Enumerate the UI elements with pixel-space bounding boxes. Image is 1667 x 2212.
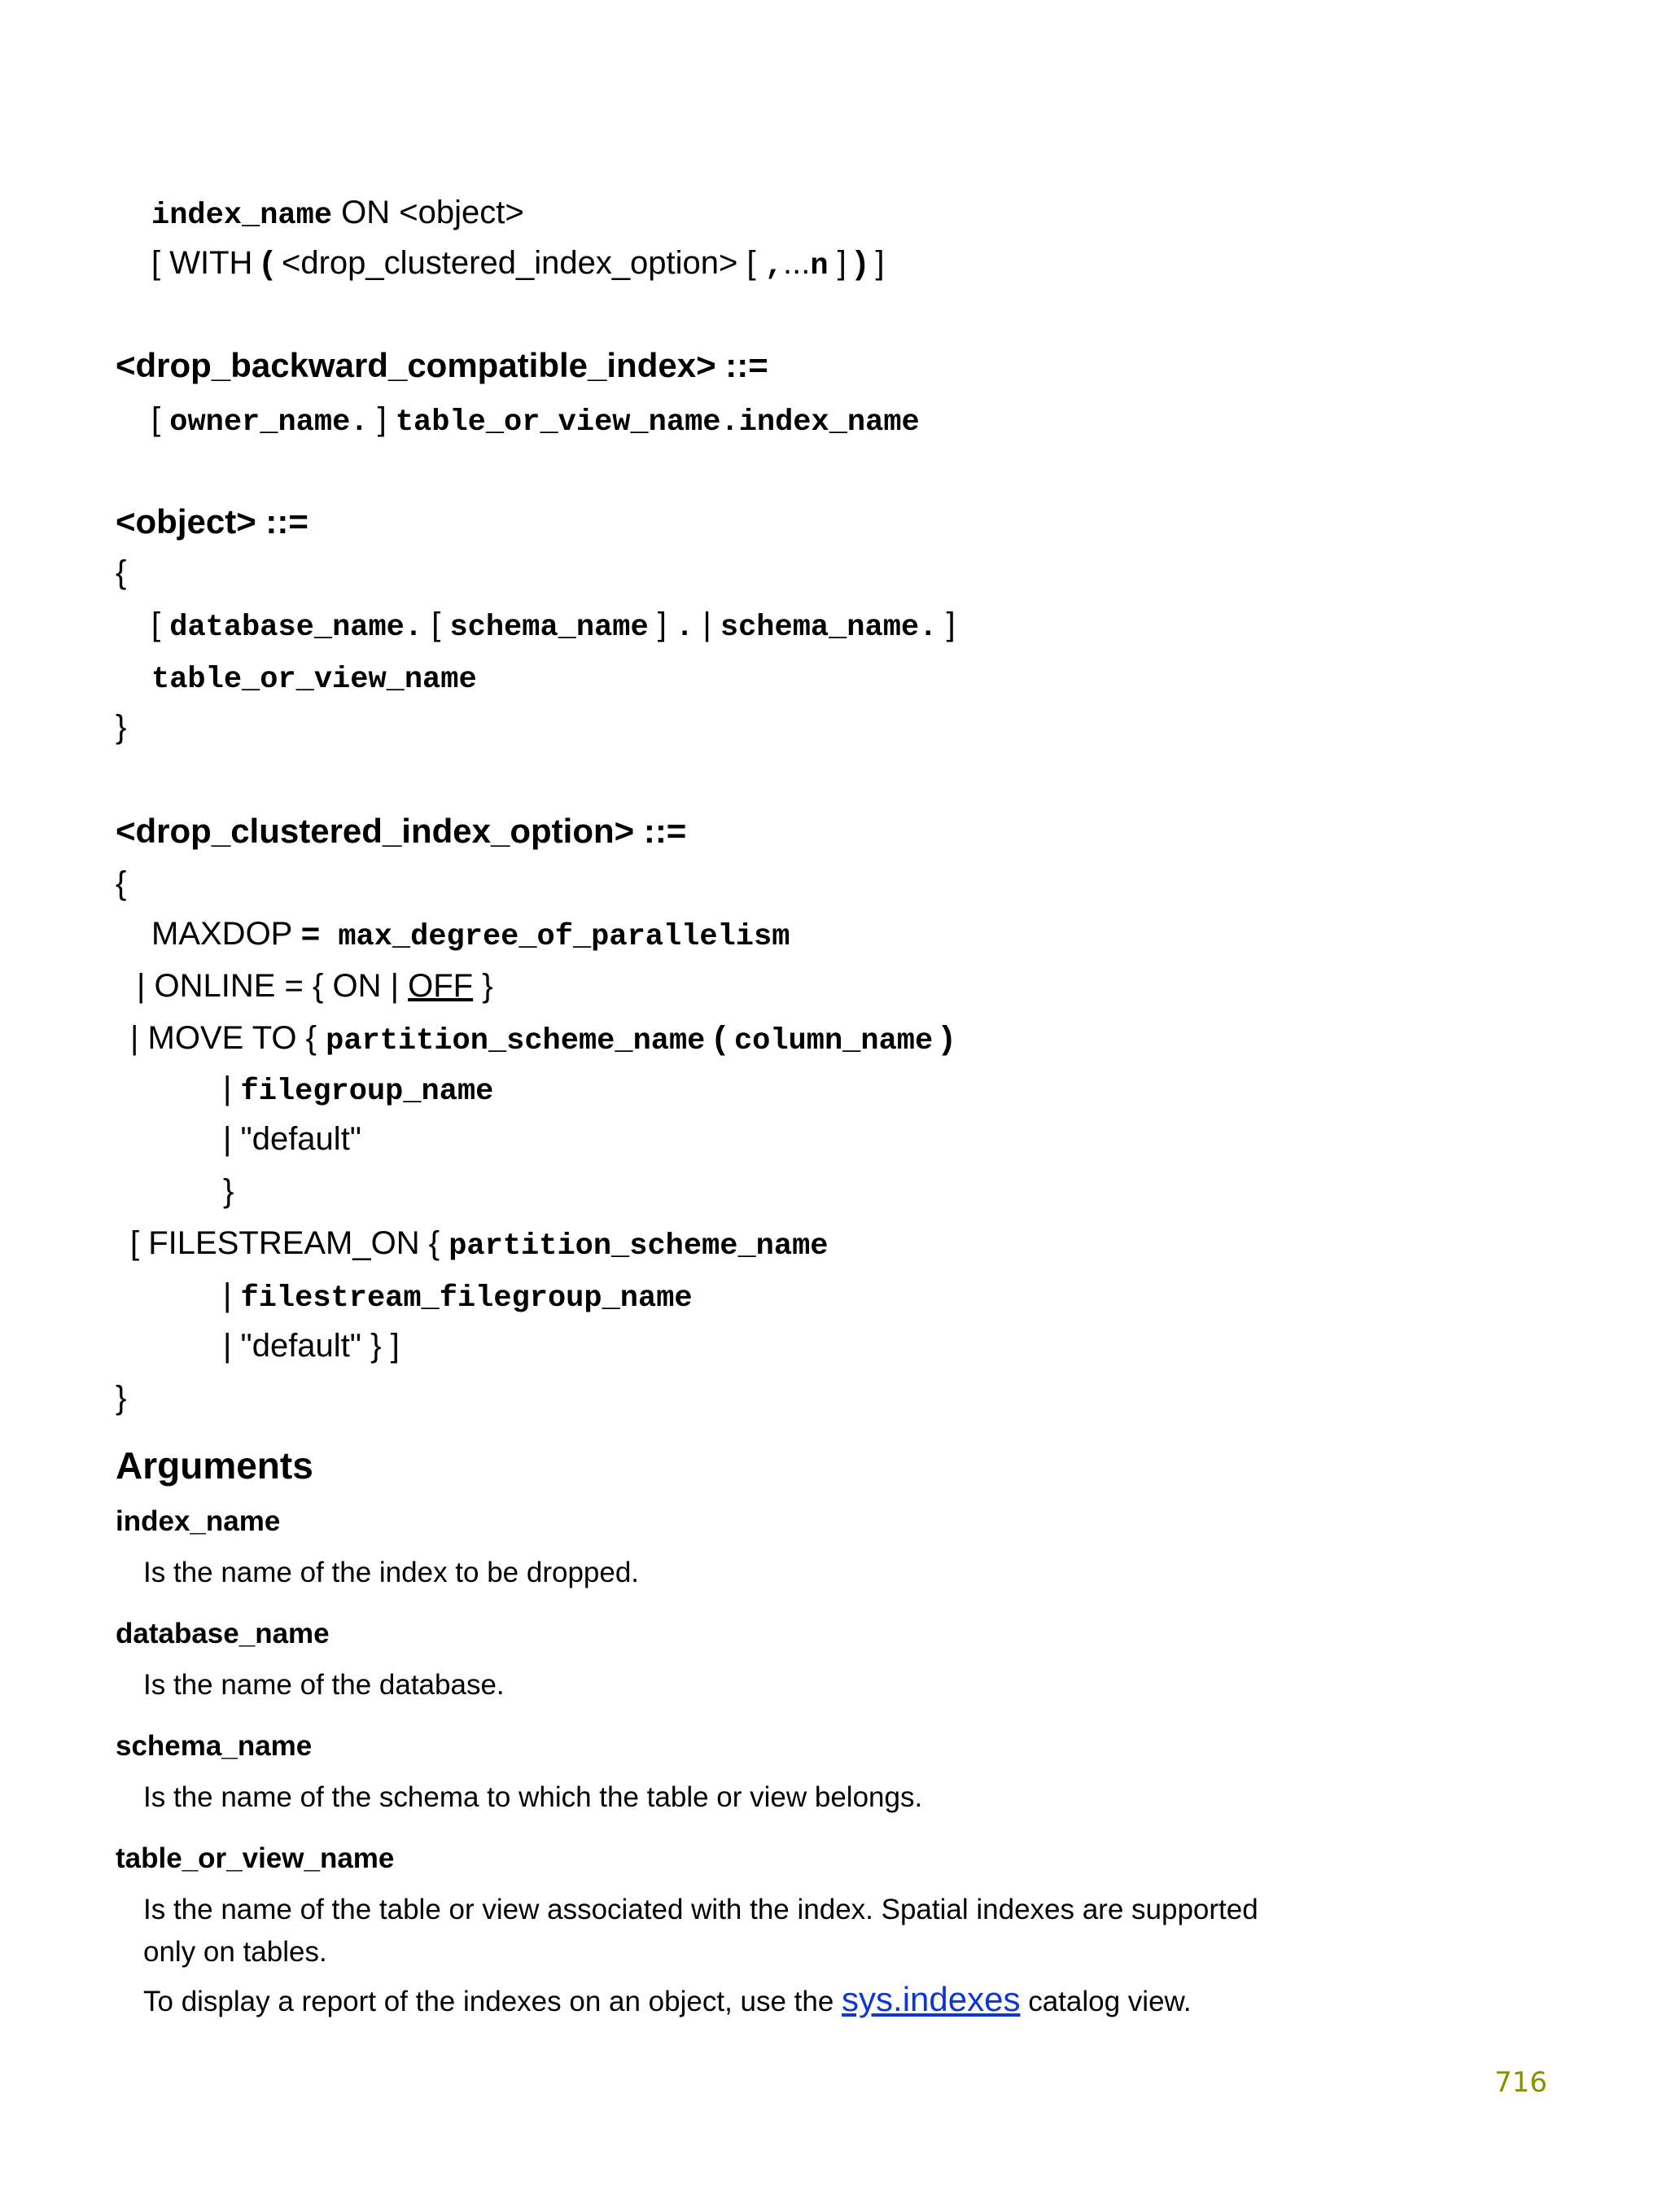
syntax-line-move-brace: } xyxy=(223,1173,234,1209)
syntax-line-fs-filegroup: | filestream_filegroup_name xyxy=(223,1277,693,1316)
option-brace-open: { xyxy=(116,865,127,901)
syntax-line-compat: [ owner_name. ] table_or_view_name.index_name xyxy=(151,401,920,440)
argument-term: index_name xyxy=(116,1505,281,1537)
sys-indexes-link[interactable]: sys.indexes xyxy=(842,1980,1021,2018)
object-heading: <object> ::= xyxy=(116,502,308,541)
syntax-line-index-on: index_name ON <object> xyxy=(151,195,524,233)
argument-description: Is the name of the database. xyxy=(143,1669,505,1701)
argument-term: table_or_view_name xyxy=(116,1842,395,1874)
argument-term: database_name xyxy=(116,1618,330,1649)
syntax-line-move-default: | "default" xyxy=(223,1121,361,1157)
syntax-line-online: | ONLINE = { ON | OFF } xyxy=(137,968,493,1004)
syntax-line-fs-default: | "default" } ] xyxy=(223,1328,400,1364)
report-note: To display a report of the indexes on an object, use the sys.indexes catalog view. xyxy=(143,1980,1192,2018)
object-brace-close: } xyxy=(116,709,127,745)
argument-description: Is the name of the index to be dropped. xyxy=(143,1557,640,1588)
syntax-line-with: [ WITH ( <drop_clustered_index_option> [ ,...n ] ) ] xyxy=(151,245,885,283)
compat-index-heading: <drop_backward_compatible_index> ::= xyxy=(116,346,768,384)
syntax-line-move-filegroup: | filegroup_name xyxy=(223,1071,494,1109)
argument-description: Is the name of the table or view associated with the index. Spatial indexes are supported only on tables. xyxy=(143,1894,1258,1968)
syntax-line-maxdop: MAXDOP = max_degree_of_parallelism xyxy=(151,916,790,954)
option-heading: <drop_clustered_index_option> ::= xyxy=(116,812,687,850)
syntax-line-object-table: table_or_view_name xyxy=(151,663,477,697)
page-number: 716 xyxy=(1494,2066,1547,2099)
option-brace-close: } xyxy=(116,1380,127,1416)
syntax-line-filestream: [ FILESTREAM_ON { partition_scheme_name xyxy=(130,1225,829,1264)
argument-description: Is the name of the schema to which the table or view belongs. xyxy=(143,1781,923,1813)
syntax-line-move-to: | MOVE TO { partition_scheme_name ( column_name ) xyxy=(130,1020,953,1058)
syntax-line-object: [ database_name. [ schema_name ] . | schema_name. ] xyxy=(151,607,956,645)
arguments-heading: Arguments xyxy=(116,1444,313,1487)
object-brace-open: { xyxy=(116,554,127,590)
argument-term: schema_name xyxy=(116,1730,313,1762)
